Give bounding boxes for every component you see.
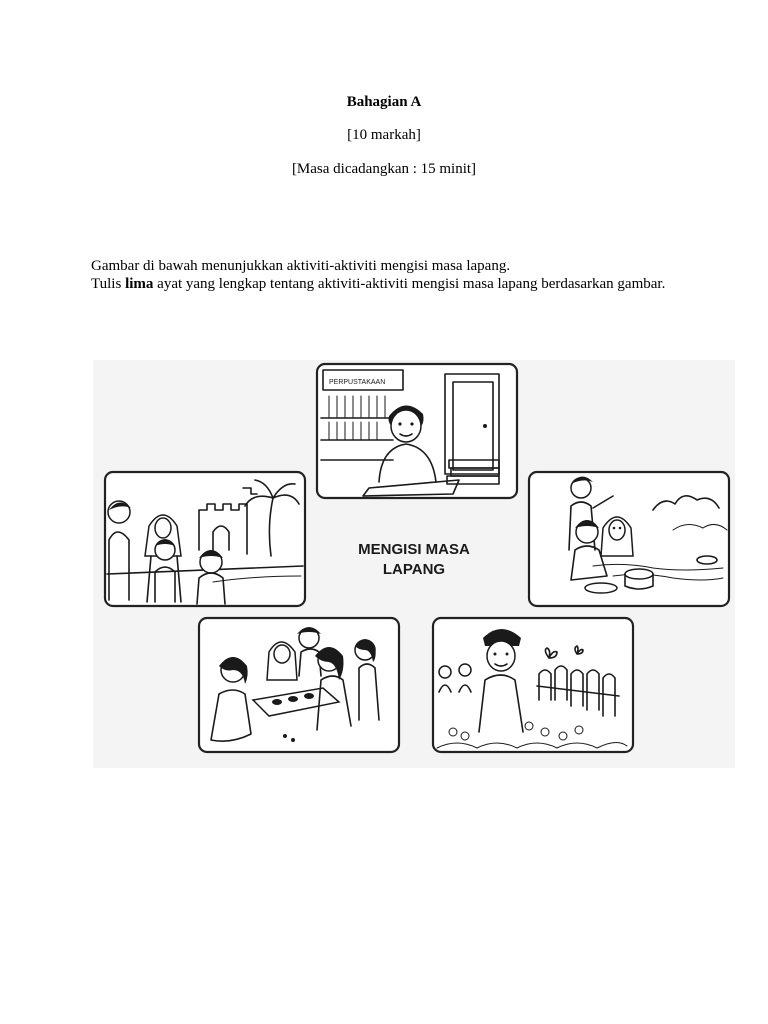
instruction-text-after: ayat yang lengkap tentang aktiviti-aktiviti mengisi masa lapang berdasarkan gambar. xyxy=(157,276,666,292)
instruction-line-2 xyxy=(91,275,731,293)
suggested-time: [Masa dicadangkan : 15 minit] xyxy=(291,161,477,177)
center-label-line-2: LAPANG xyxy=(382,561,446,578)
instruction-text-before: Tulis xyxy=(91,276,122,292)
center-label-line-1: MENGISI MASA xyxy=(358,541,470,558)
library-sign: PERPUSTAKAAN xyxy=(329,379,386,386)
panel-congkak-game xyxy=(199,618,399,752)
panel-library-reading xyxy=(317,364,517,498)
section-title: Bahagian A xyxy=(346,94,422,110)
panel-gardening xyxy=(433,618,633,752)
marks-label: [10 markah] xyxy=(347,127,421,143)
panel-sightseeing xyxy=(105,472,305,606)
panel-fishing xyxy=(529,472,729,606)
instruction-emphasis: lima xyxy=(125,276,154,292)
leisure-activities-illustration xyxy=(93,360,735,768)
instruction-line-1: Gambar di bawah menunjukkan aktiviti-aktiviti mengisi masa lapang. xyxy=(91,258,511,274)
